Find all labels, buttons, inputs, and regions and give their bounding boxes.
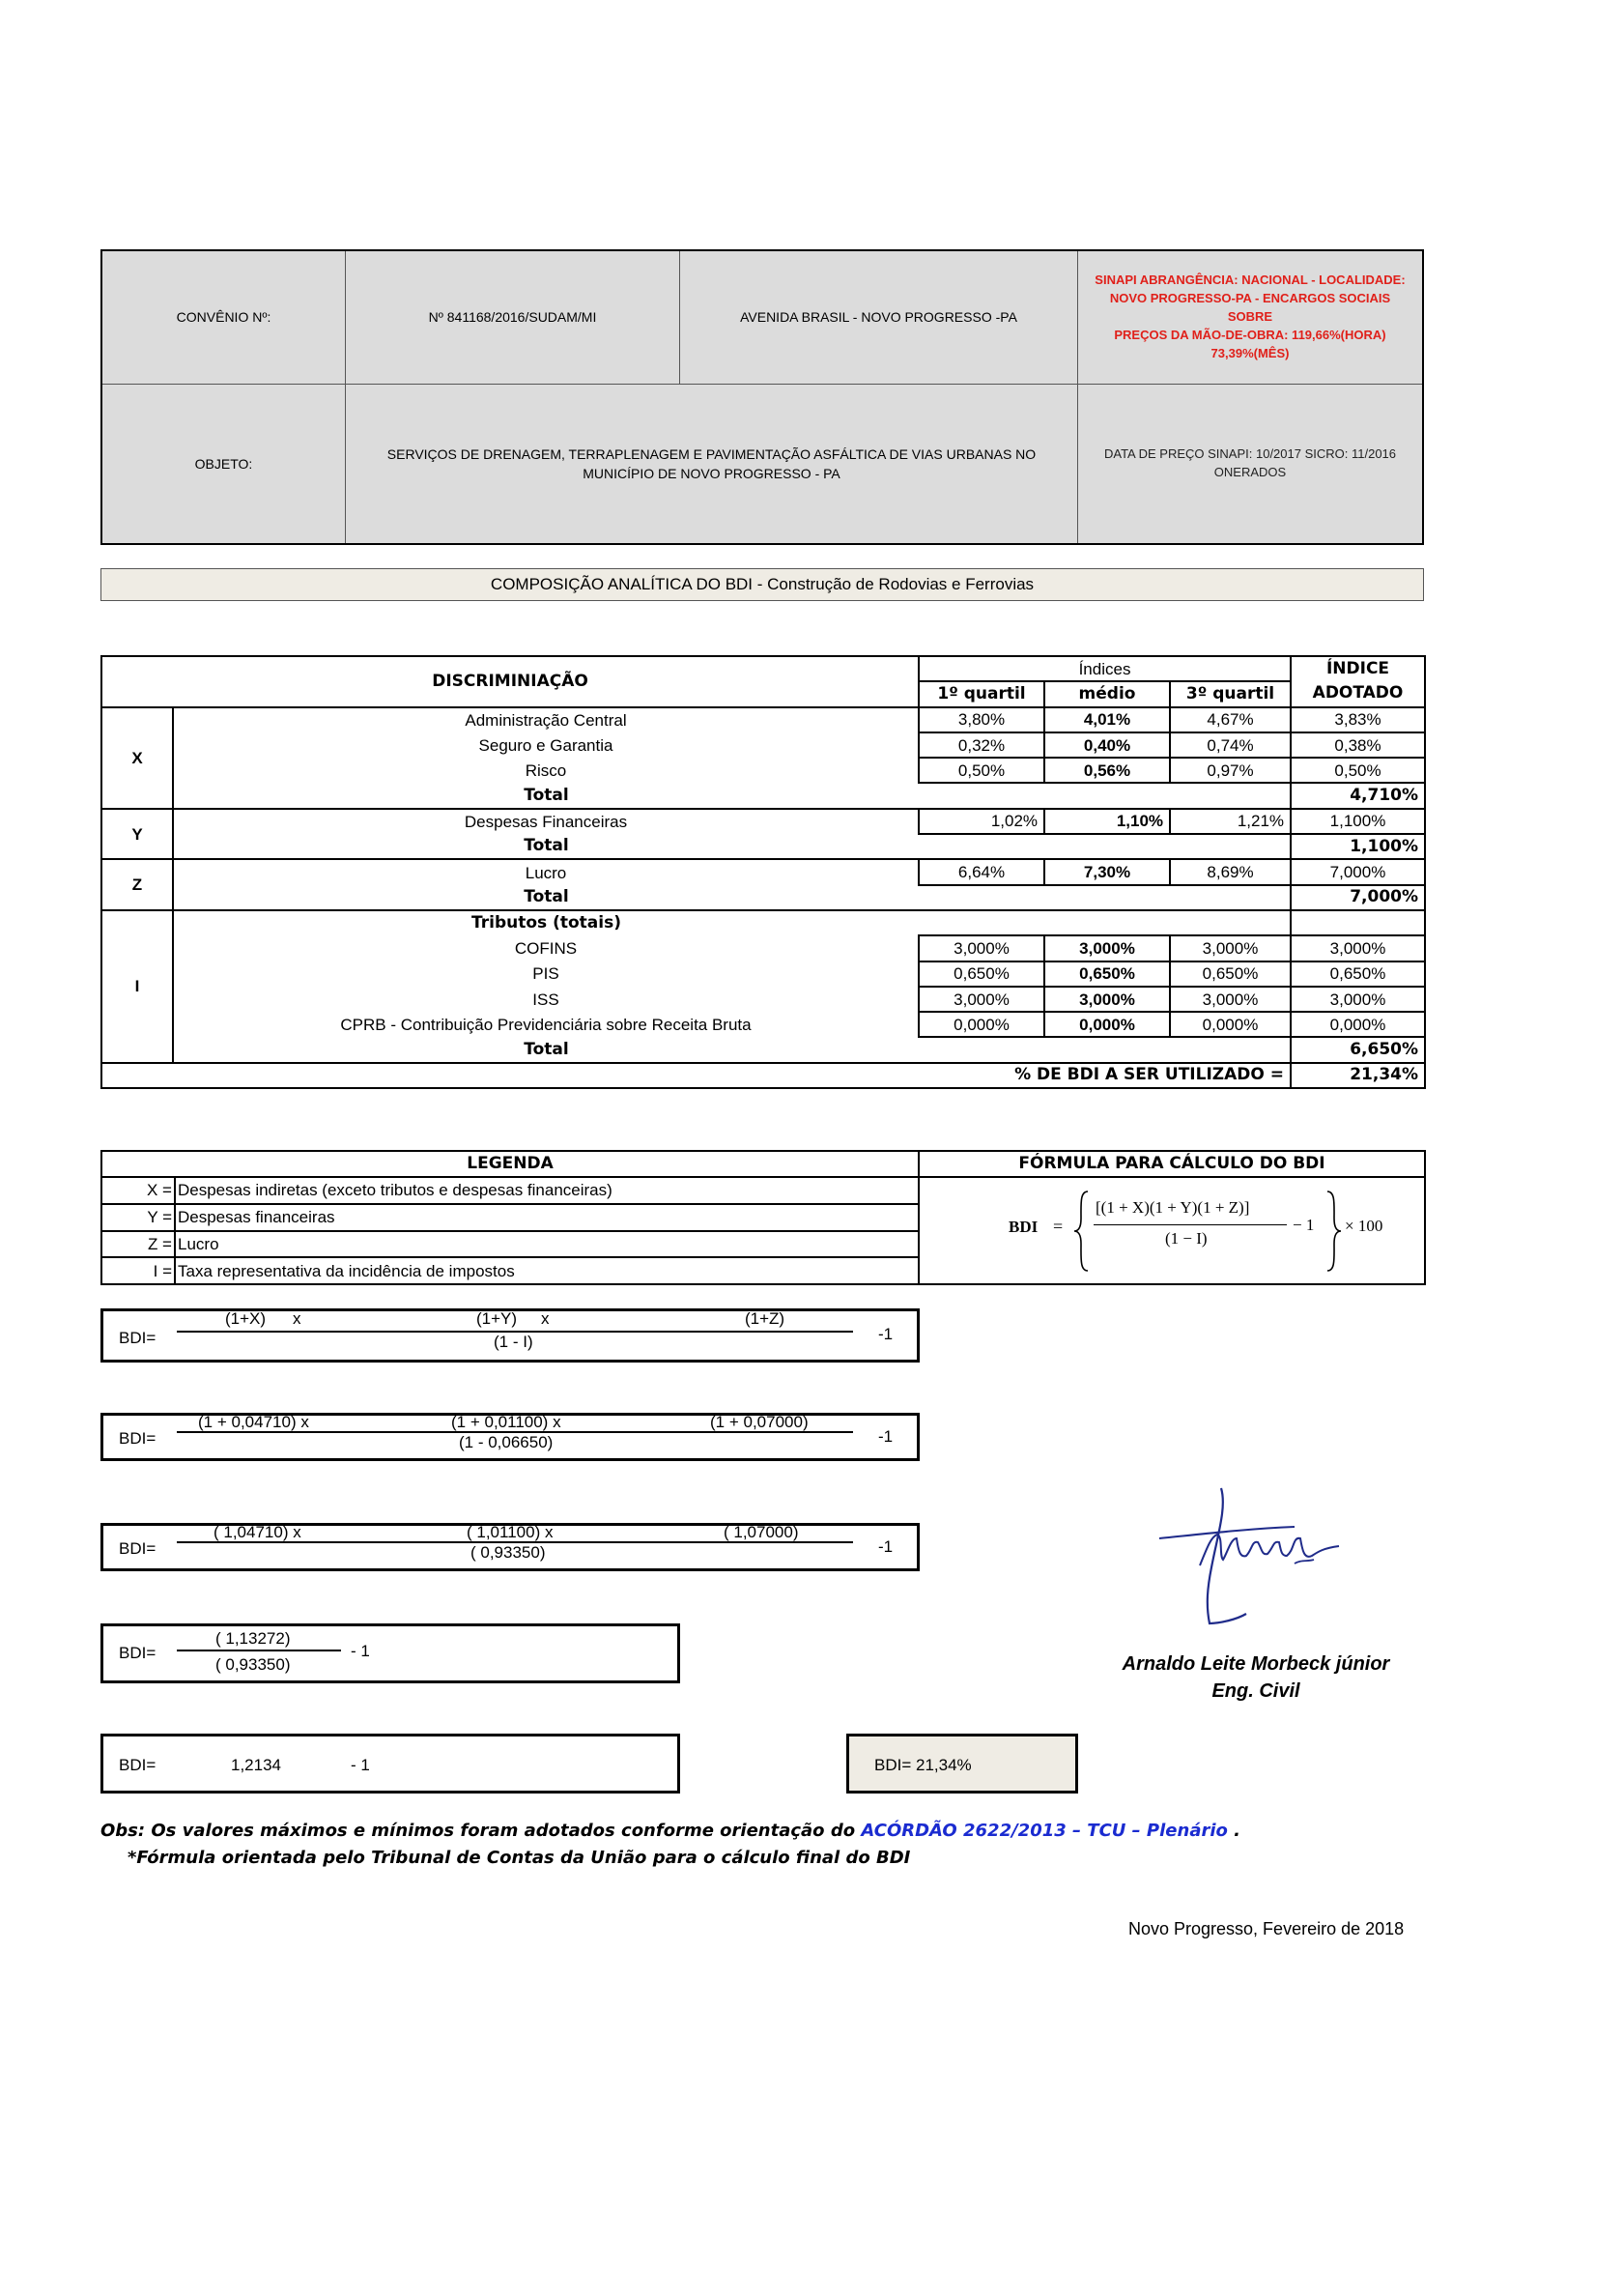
section-title: COMPOSIÇÃO ANALÍTICA DO BDI - Construção de Rodovias e Ferrovias [100,568,1424,601]
cell-q1: 0,32% [919,732,1044,758]
bdi-label: BDI= [119,1644,157,1662]
bdi-label: % DE BDI A SER UTILIZADO = [101,1063,1291,1088]
table-row [101,987,1425,1012]
right-brace-icon [1324,1190,1343,1273]
cell-adotado: 3,000% [1291,935,1425,961]
minus-one: -1 [878,1325,894,1343]
legend-text: Despesas indiretas (exceto tributos e despesas financeiras) [175,1177,919,1204]
total-value: 6,650% [1291,1037,1425,1062]
price-info [1078,385,1422,543]
legend-text: Despesas financeiras [175,1204,919,1231]
term-denominator: ( 0,93350) [215,1655,291,1674]
cell-q3: 3,000% [1170,987,1291,1012]
table-row [101,859,1425,884]
total-value: 4,710% [1291,783,1425,808]
total-label: Total [173,834,919,859]
cell-q3: 3,000% [1170,935,1291,961]
cell-adotado: 0,50% [1291,758,1425,783]
cell-q1: 3,000% [919,935,1044,961]
row-name: Despesas Financeiras [173,809,919,834]
total-value: 7,000% [1291,885,1425,910]
location: AVENIDA BRASIL - NOVO PROGRESSO -PA [680,251,1078,385]
cell-q3: 1,21% [1170,809,1291,834]
cell-medio: 7,30% [1044,859,1170,884]
bdi-value: 21,34% [1291,1063,1425,1088]
col-adotado: ADOTADO [1291,681,1425,706]
term-x: ( 1,04710) x [214,1523,301,1541]
legend-block [100,1150,1424,1285]
col-q3: 3º quartil [1170,681,1291,706]
term-denominator: ( 0,93350) [470,1543,546,1562]
row-name: ISS [173,987,919,1012]
obs-prefix: Obs: Os valores máximos e mínimos foram adotados conforme orientação do [100,1821,856,1841]
term-z: ( 1,07000) [724,1523,799,1541]
legend-title: LEGENDA [101,1151,919,1177]
bdi-step-1 [100,1308,920,1363]
price-line: ONERADOS [1213,465,1287,479]
cell-q1: 3,80% [919,707,1044,732]
cell-q3: 4,67% [1170,707,1291,732]
bdi-total-row [101,1063,1425,1088]
legend-text: Taxa representativa da incidência de impostos [175,1257,919,1284]
cell-q3: 8,69% [1170,859,1291,884]
cell-q1: 0,000% [919,1012,1044,1037]
sinapi-line: PREÇOS DA MÃO-DE-OBRA: 119,66%(HORA) [1114,327,1386,342]
formula-eq: = [1053,1216,1064,1236]
cell-adotado: 1,100% [1291,809,1425,834]
minus-one: - 1 [351,1642,370,1660]
bdi-table [100,655,1424,1089]
group-letter: I [101,910,173,1063]
cell-q3: 0,74% [1170,732,1291,758]
header-block [100,249,1424,545]
cell-medio: 4,01% [1044,707,1170,732]
cell-adotado: 0,000% [1291,1012,1425,1037]
obs-line [100,1821,1240,1841]
signature-graphic [1150,1478,1352,1633]
term-z: (1 + 0,07000) [710,1413,809,1431]
cell-adotado: 0,38% [1291,732,1425,758]
legend-key: Y = [101,1204,175,1231]
table-row [101,1012,1425,1037]
table-row [101,935,1425,961]
obs-suffix: . [1234,1821,1241,1841]
cell-medio: 0,000% [1044,1012,1170,1037]
formula-cell [919,1177,1425,1284]
times-sign: x [541,1309,550,1328]
legend-key: I = [101,1257,175,1284]
cell-adotado: 3,000% [1291,987,1425,1012]
cell-medio: 0,40% [1044,732,1170,758]
price-line: DATA DE PREÇO SINAPI: 10/2017 SICRO: 11/2016 [1103,446,1397,462]
col-discriminacao: DISCRIMINIAÇÃO [101,656,919,707]
cell-medio: 0,56% [1044,758,1170,783]
row-name: CPRB - Contribuição Previdenciária sobre Receita Bruta [173,1012,919,1037]
legend-text: Lucro [175,1231,919,1258]
objeto-line: SERVIÇOS DE DRENAGEM, TERRAPLENAGEM E PAVIMENTAÇÃO ASFÁLTICA DE VIAS URBANAS NO [386,445,1037,462]
bdi-result [846,1734,1078,1794]
cell-adotado: 3,83% [1291,707,1425,732]
row-name: Lucro [173,859,919,884]
formula-times: × 100 [1345,1216,1383,1235]
legend-key: Z = [101,1231,175,1258]
fraction-line [177,1650,341,1651]
cell-q3: 0,97% [1170,758,1291,783]
term-y: (1+Y) [476,1309,518,1328]
cell-medio: 3,000% [1044,935,1170,961]
formula-lhs: BDI [1009,1217,1039,1236]
place-date: Novo Progresso, Fevereiro de 2018 [1128,1919,1405,1938]
sinapi-line: SINAPI ABRANGÊNCIA: NACIONAL - LOCALIDADE: [1095,273,1406,288]
cell-medio: 1,10% [1044,809,1170,834]
cell-q1: 3,000% [919,987,1044,1012]
times-sign: x [293,1309,301,1328]
minus-one: -1 [878,1537,894,1556]
cell-medio: 0,650% [1044,961,1170,987]
col-indice: ÍNDICE [1291,656,1425,681]
table-row [101,961,1425,987]
term-denominator: (1 - I) [494,1333,533,1351]
cell-q3: 0,000% [1170,1012,1291,1037]
sinapi-info [1078,251,1422,385]
term-y: ( 1,01100) x [467,1523,554,1541]
row-name: Administração Central [173,707,919,732]
formula-numerator: [(1 + X)(1 + Y)(1 + Z)] [1096,1197,1250,1217]
convenio-label: CONVÊNIO Nº: [102,251,346,385]
bdi-step-2 [100,1413,920,1461]
cell-adotado: 7,000% [1291,859,1425,884]
bdi-label: BDI= [119,1756,157,1774]
term-denominator: (1 - 0,06650) [459,1433,554,1451]
group-letter: X [101,707,173,809]
bdi-result-text: BDI= 21,34% [874,1756,972,1774]
cell-q1: 6,64% [919,859,1044,884]
subtitle-row [101,910,1425,935]
total-label: Total [173,783,919,808]
table-row [101,707,1425,732]
group-letter: Z [101,859,173,910]
term-y: (1 + 0,01100) x [451,1413,561,1431]
legend-key: X = [101,1177,175,1204]
cell-adotado: 0,650% [1291,961,1425,987]
total-value: 1,100% [1291,834,1425,859]
objeto-line: MUNICÍPIO DE NOVO PROGRESSO - PA [583,466,840,481]
term-z: (1+Z) [745,1309,785,1328]
bdi-step-4 [100,1623,680,1683]
row-name: Risco [173,758,919,783]
total-row [101,885,1425,910]
minus-one: -1 [878,1427,894,1446]
convenio-value: Nº 841168/2016/SUDAM/MI [346,251,680,385]
bdi-step-5 [100,1734,680,1794]
row-name: PIS [173,961,919,987]
objeto-value [346,385,1078,543]
table-row [101,809,1425,834]
cell-q1: 1,02% [919,809,1044,834]
total-label: Total [173,885,919,910]
term-numerator: ( 1,13272) [215,1629,291,1648]
formula-note: *Fórmula orientada pelo Tribunal de Contas da União para o cálculo final do BDI [128,1848,911,1868]
formula-denominator: (1 − I) [1165,1228,1208,1248]
cell-q1: 0,650% [919,961,1044,987]
row-name: Seguro e Garantia [173,732,919,758]
minus-one: - 1 [351,1756,370,1774]
total-row [101,783,1425,808]
bdi-label: BDI= [119,1329,157,1347]
signature-block [1063,1650,1449,1705]
cell-q3: 0,650% [1170,961,1291,987]
objeto-label: OBJETO: [102,385,346,543]
signature-title: Eng. Civil [1211,1680,1300,1702]
group-letter: Y [101,809,173,860]
total-row [101,1037,1425,1062]
cell-medio: 3,000% [1044,987,1170,1012]
total-row [101,834,1425,859]
bdi-step-3 [100,1523,920,1571]
total-label: Total [173,1037,919,1062]
table-row [101,732,1425,758]
sinapi-line: 73,39%(MÊS) [1210,345,1290,360]
cell-q1: 0,50% [919,758,1044,783]
term-x: (1 + 0,04710) x [198,1413,309,1431]
sinapi-line: NOVO PROGRESSO-PA - ENCARGOS SOCIAIS SOBRE [1109,291,1391,325]
col-indices: Índices [919,656,1291,681]
bdi-label: BDI= [119,1429,157,1448]
fraction-line [1094,1224,1287,1226]
formula-title: FÓRMULA PARA CÁLCULO DO BDI [919,1151,1425,1177]
row-name: COFINS [173,935,919,961]
tributos-subtitle: Tributos (totais) [173,910,919,935]
signature-name: Arnaldo Leite Morbeck júnior [1122,1653,1390,1675]
table-row [101,758,1425,783]
bdi-ratio-value: 1,2134 [231,1756,281,1774]
col-medio: médio [1044,681,1170,706]
formula-minus-one: − 1 [1293,1215,1315,1234]
acordao-reference: ACÓRDÃO 2622/2013 – TCU – Plenário [861,1821,1228,1841]
term-x: (1+X) [225,1309,267,1328]
bdi-label: BDI= [119,1539,157,1558]
left-brace-icon [1072,1190,1092,1273]
col-q1: 1º quartil [919,681,1044,706]
